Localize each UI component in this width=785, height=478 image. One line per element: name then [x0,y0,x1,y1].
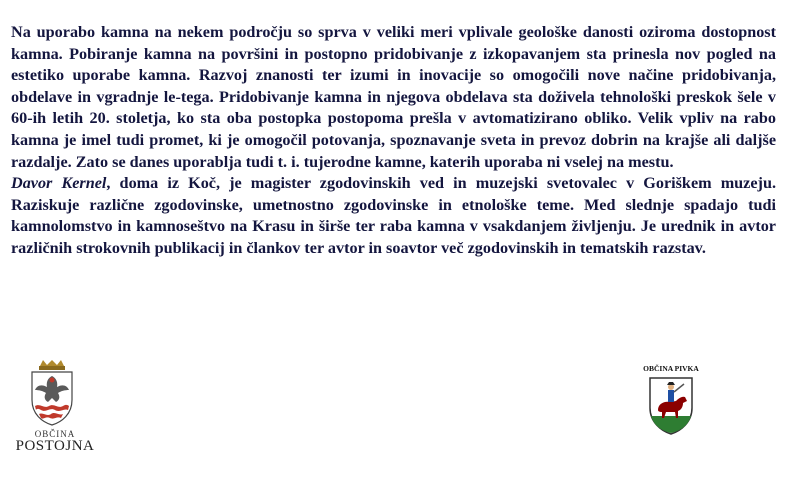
logo-left-line1: OBČINA [34,429,76,439]
logo-right-label: OBČINA PIVKA [643,364,699,373]
obcina-pivka-logo [636,364,706,442]
paragraph-stone-use: Na uporabo kamna na nekem področju so sprva v veliki meri vplivale geološke danosti oziroma dostopnost kamna. Pobiranje kamna na površini in postopno pridobivanje z izkopavanjem sta prinesla nov pogled na estetiko uporabe kamna. Razvoj znanosti ter izumi in inovacije so omogočili nove načine pridobivanja, obdelave in vgradnje le-tega. Pridobivanje kamna in njegova obdelava sta doživela tehnološki preskok šele v 60-ih letih 20. stoletja, ko sta oba postopka postopoma prešla v avtomatizirano obliko. Velik vpliv na rabo kamna je imel tudi promet, ki je omogočil potovanja, spoznavanje sveta in prevoz dobrin na krajše ali daljše razdalje. Zato se danes uporablja tudi t. i. tujerodne kamne, katerih uporaba ni vselej na mestu. [11,23,776,171]
obcina-postojna-logo [12,360,98,460]
paragraph-author-bio [11,173,776,259]
author-bio-text: , doma iz Koč, je magister zgodovinskih ved in muzejski svetovalec v Goriškem muzeju. Raziskuje različne zgodovinske, umetnostno zgodovinske in etnološke teme. Med slednje spadajo tudi kamnolomstvo in kamnoseštvo na Krasu in širše ter raba kamna v vsakdanjem življenju. Je urednik in avtor različnih strokovnih publikacij in člankov ter avtor in soavtor več zgodovinskih in tematskih razstav. [11,174,776,257]
logo-left-line2: POSTOJNA [15,438,95,454]
article-text [11,22,776,260]
author-name: Davor Kernel [11,174,107,193]
pivka-coat-of-arms-icon [648,376,694,436]
postojna-coat-of-arms-icon [26,360,78,426]
